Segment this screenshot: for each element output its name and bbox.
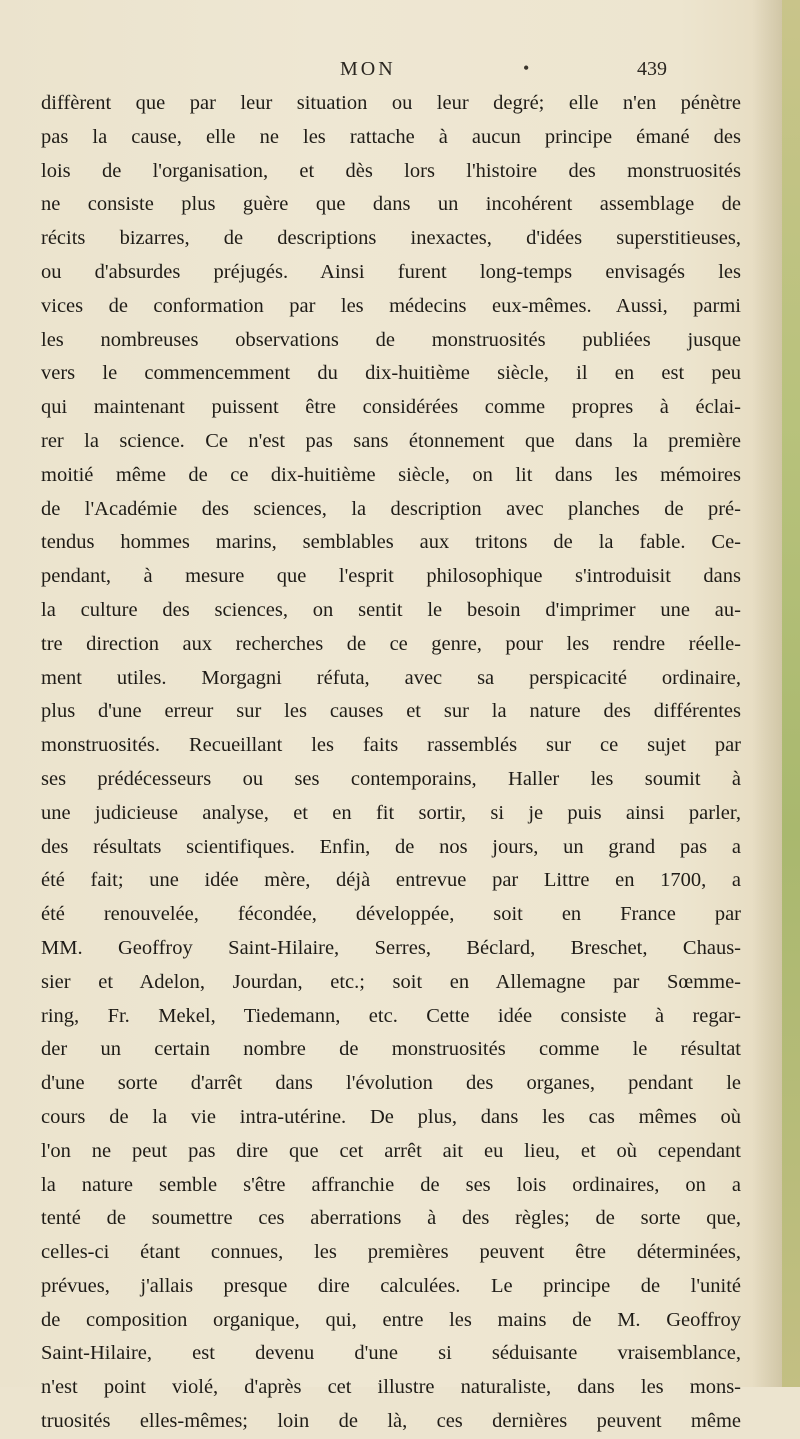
body-text <box>41 87 741 1439</box>
page-number: 439 <box>637 58 667 80</box>
text-line: ou d'absurdes préjugés. Ainsi furent long-temps envisagés les <box>41 260 741 283</box>
text-line: ment utiles. Morgagni réfuta, avec sa perspicacité ordinaire, <box>41 666 741 689</box>
text-line: pendant, à mesure que l'esprit philosophique s'introduisit dans <box>41 565 741 588</box>
text-line: de l'Académie des sciences, la description avec planches de pré- <box>41 497 741 520</box>
text-line: rer la science. Ce n'est pas sans étonnement que dans la première <box>41 429 741 452</box>
text-line: MM. Geoffroy Saint-Hilaire, Serres, Béclard, Breschet, Chaus- <box>41 936 741 959</box>
text-line: sier et Adelon, Jourdan, etc.; soit en Allemagne par Sœmme- <box>41 970 741 993</box>
text-line: la culture des sciences, on sentit le besoin d'imprimer une au- <box>41 598 741 621</box>
text-line: été fait; une idée mère, déjà entrevue par Littre en 1700, a <box>41 869 741 892</box>
running-head-title: MON <box>340 58 396 80</box>
text-line: tendus hommes marins, semblables aux tritons de la fable. Ce- <box>41 531 741 554</box>
text-line: cours de la vie intra-utérine. De plus, dans les cas mêmes où <box>41 1105 741 1128</box>
text-line: l'on ne peut pas dire que cet arrêt ait eu lieu, et où cependant <box>41 1139 741 1162</box>
text-line: n'est point violé, d'après cet illustre naturaliste, dans les mons- <box>41 1376 741 1399</box>
text-line: ring, Fr. Mekel, Tiedemann, etc. Cette idée consiste à regar- <box>41 1004 741 1027</box>
text-line: tre direction aux recherches de ce genre, pour les rendre réelle- <box>41 632 741 655</box>
text-line: Saint-Hilaire, est devenu d'une si séduisante vraisemblance, <box>41 1342 741 1365</box>
text-line: d'une sorte d'arrêt dans l'évolution des organes, pendant le <box>41 1072 741 1095</box>
text-line: les nombreuses observations de monstruosités publiées jusque <box>41 328 741 351</box>
text-line: vers le commencemment du dix-huitième siècle, il en est peu <box>41 362 741 385</box>
text-line: une judicieuse analyse, et en fit sortir, si je puis ainsi parler, <box>41 801 741 824</box>
text-line: lois de l'organisation, et dès lors l'histoire des monstruosités <box>41 159 741 182</box>
text-line: monstruosités. Recueillant les faits rassemblés sur ce sujet par <box>41 734 741 757</box>
page-edge-shadow <box>752 0 782 1387</box>
text-line: ne consiste plus guère que dans un incohérent assemblage de <box>41 193 741 216</box>
text-line: la nature semble s'être affranchie de ses lois ordinaires, on a <box>41 1173 741 1196</box>
text-line: diffèrent que par leur situation ou leur degré; elle n'en pénètre <box>41 92 741 114</box>
text-line: des résultats scientifiques. Enfin, de nos jours, un grand pas a <box>41 835 741 858</box>
text-line: été renouvelée, fécondée, développée, soit en France par <box>41 903 741 926</box>
text-line: pas la cause, elle ne les rattache à aucun principe émané des <box>41 125 741 148</box>
text-line: tenté de soumettre ces aberrations à des règles; de sorte que, <box>41 1207 741 1230</box>
text-line: vices de conformation par les médecins eux-mêmes. Aussi, parmi <box>41 294 741 317</box>
text-line: moitié même de ce dix-huitième siècle, on lit dans les mémoires <box>41 463 741 486</box>
text-line: plus d'une erreur sur les causes et sur la nature des différentes <box>41 700 741 723</box>
running-head-bullet: • <box>523 58 530 78</box>
text-line: ses prédécesseurs ou ses contemporains, Haller les soumit à <box>41 767 741 790</box>
page-edge-strip <box>782 0 800 1387</box>
running-head <box>0 58 800 88</box>
text-line: truosités elles-mêmes; loin de là, ces dernières peuvent même <box>41 1410 741 1433</box>
text-line: récits bizarres, de descriptions inexactes, d'idées superstitieuses, <box>41 227 741 250</box>
text-line: prévues, j'allais presque dire calculées. Le principe de l'unité <box>41 1274 741 1297</box>
text-line: celles-ci étant connues, les premières peuvent être déterminées, <box>41 1241 741 1264</box>
text-line: der un certain nombre de monstruosités comme le résultat <box>41 1038 741 1061</box>
text-line: de composition organique, qui, entre les mains de M. Geoffroy <box>41 1308 741 1331</box>
text-line: qui maintenant puissent être considérées comme propres à éclai- <box>41 396 741 419</box>
